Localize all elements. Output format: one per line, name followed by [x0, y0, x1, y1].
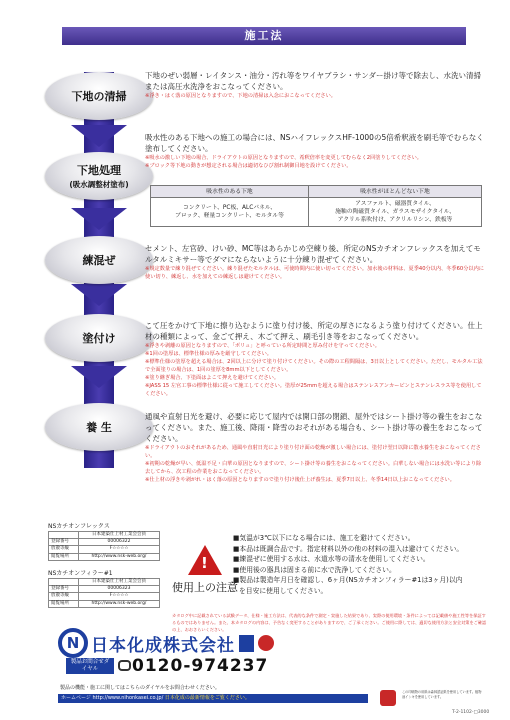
caution-item: ■使用後の器具は固まる前に水で洗浄してください。 [233, 565, 396, 574]
step-note: ※ブロック等下地の動きが想定される場合は適切なひび割れ制御目地を設けてください。 [145, 163, 352, 169]
homepage-link[interactable]: http://www.nihonkasei.co.jp/ [92, 695, 164, 701]
company-name: 日本化成株式会社 [91, 635, 235, 656]
step-label: 練混ぜ [82, 254, 116, 267]
step-description [145, 411, 485, 484]
step-label: 下地の清掃 [71, 90, 127, 103]
table-header: 吸水性がほとんどない下地 [308, 186, 481, 198]
step-note: ※1回の塗厚は、標準仕様の厚みを厳守してください。 [145, 351, 272, 357]
caution-item: ■練混ぜに使用する水は、水道水等の清水を使用してください。 [233, 555, 430, 563]
contact-note: 製品の機能・施工に関してはこちらのダイヤルをお問合わせください。 [60, 685, 220, 691]
step-note: ※標準仕様の塗厚を超える場合は、2回以上に分けて塗り付けてください。その際の工程間隔は、3日以上としてください。ただし、モルタル工法で全面塗りの場合は、1回の塗厚を8mm以下としてください。 [145, 359, 483, 373]
recycle-mark-icon [380, 690, 396, 706]
reg-value: 日本建築仕上材工業会会員 [79, 579, 160, 586]
publication-code: T-2-1102-□3000 [452, 710, 490, 715]
reg-key [49, 579, 79, 586]
company-header [58, 628, 274, 658]
step-description [145, 320, 485, 398]
product-title: NSカチオンフィラー#1 [48, 570, 113, 577]
reg-value: 00006323 [79, 586, 160, 593]
reg-value: F☆☆☆☆ [79, 546, 160, 553]
step-note: ※初期の乾燥が早い、低温不足・白華の原因となりますので、シート掛け等の養生をおこなってください。白華しない場合には水洗い等により除去してから、次工程の作業をおこなってください。 [145, 461, 482, 475]
reg-value: 日本建築仕上材工業会会員 [79, 532, 160, 539]
caution-item: ■製品は製造年月日を確認し、6ヶ月(NSカチオンフィラー#1は3ヶ月)以内 [233, 576, 463, 584]
disclaimer: カタログ中に記載されている試験データ、仕様・施工方法は、代表的な条件で測定・実施した結果であり、実際の使用環境・条件によっては記載値や施工性等を保証するものではありません。また、本カタログの内容は、予告なく変更することがありますので、ご了承ください。ご使用に際しては、適切な使用方法と安全対策をご確認の上、おおさらいください。 [172, 613, 487, 632]
paper-notice: この印刷物の用紙は森林認証紙を使用しています。植物油インキを使用しています。 [402, 690, 482, 699]
caution-list [233, 533, 485, 596]
arrow-down-icon [71, 284, 127, 306]
step-text: こて圧をかけて下地に擦り込むように塗り付け後、所定の厚さになるよう塗り付けてください。仕上材の種類によって、金ごて押え、木ごて押え、刷毛引き等をおこなってください。 [145, 321, 483, 341]
substrate-table [150, 185, 482, 227]
reg-value: F☆☆☆☆ [79, 593, 160, 600]
product-registration [48, 521, 160, 561]
step-note: ※塗り継ぎ場合、下塗面はよこて押えを避けてください。 [145, 375, 280, 381]
step-label: 養 生 [86, 421, 112, 434]
page-title: 施工法 [62, 27, 466, 45]
registration-table [48, 578, 160, 608]
registration-table [48, 531, 160, 561]
step-note: ※ドライアウトのおそれがあるため、通風や直射日光により塗り付け面の乾燥が激しい場合には、塗付け翌日以降に散水養生をおこなってください。 [145, 445, 481, 459]
reg-key: 放散等級 [49, 593, 79, 600]
step-note: ※浮きや剥離の原因となりますので、「ボリュ」と呼っている所定時間と厚み付けを守ってください。 [145, 343, 380, 349]
step-text: セメント、左官砂、けい砂、MC等はあらかじめ空練り後、所定のNSカチオンフレックスを加えてモルタルミキサー等でダマにならないように十分練り混ぜてください。 [145, 244, 481, 264]
cell-line: アクリル系吹付け、アクリルリシン、鉄板等 [337, 217, 453, 223]
caution-item: を目安に使用してください。 [239, 586, 328, 595]
reg-key: 閲覧場所 [49, 600, 79, 607]
step-note: ※仕上材の浮きや剥がれ・はく落の原因となりますので塗り付け後仕上げ養生は、夏季7日以上、冬季14日以上おこなってください。 [145, 477, 455, 483]
step-cleaning [45, 72, 153, 120]
reg-key: 閲覧場所 [49, 553, 79, 560]
step-curing [45, 403, 153, 451]
free-dial-icon [118, 660, 131, 671]
company-logo-icon: N [58, 628, 88, 658]
step-note: ※吸水の激しい下地の場合、ドライアウトの原因となりますので、希釈倍率を変更してむらなく2回塗りしてください。 [145, 155, 422, 161]
homepage-bar [58, 694, 368, 703]
caution-item: ■本品は既調合品です。指定材料以外の他の材料の混入は避けてください。 [233, 544, 464, 553]
step-note: ※浮き・はく落の原因となりますので、下地の清掃は入念におこなってください。 [145, 93, 336, 99]
step-text: 吸水性のある下地への施工の場合には、NSハイフレックスHF-1000の5倍希釈液を刷毛等でむらなく塗布してください。 [145, 133, 484, 153]
table-header: 吸水性のある下地 [151, 186, 309, 198]
step-mixing [45, 236, 153, 284]
product-title: NSカチオンフレックス [48, 523, 110, 530]
arrow-down-icon [71, 125, 127, 147]
cell-line: アスファルト、磁器質タイル、 [355, 201, 435, 207]
phone-contact [66, 656, 268, 676]
reg-key: 登録番号 [49, 586, 79, 593]
cell-line: 施釉の陶磁質タイル、ガラスモザイクタイル、 [335, 209, 455, 215]
arrow-down-icon [71, 366, 127, 388]
table-cell [151, 198, 309, 227]
step-note: ※規定数量で練り混ぜてください。練り混ぜたモルタルは、可使時間内に使い切ってください。加水後の材料は、夏季40分以内、冬季60分以内に使い切り、練返し、水を加えての練返しは避けてください。 [145, 266, 484, 280]
step-description [145, 70, 485, 100]
reg-value: http://www.nsk-web.org/ [79, 553, 160, 560]
step-label: 塗付け [82, 332, 116, 345]
step-application [45, 314, 153, 362]
homepage-label: ホームページ [61, 695, 91, 701]
caution-item: ■気温が3℃以下になる場合には、施工を避けてください。 [233, 534, 415, 542]
certification-mark-icon [239, 635, 254, 652]
step-text: 下地のぜい弱層・レイタンス・油分・汚れ等をワイヤブラシ・サンダー掛け等で除去し、水洗い清掃または高圧水洗浄をおこなってください。 [145, 71, 481, 91]
product-registration [48, 568, 160, 608]
phone-number[interactable]: 0120-974237 [132, 656, 269, 676]
reg-key: 登録番号 [49, 539, 79, 546]
reg-value: 00006322 [79, 539, 160, 546]
step-note: ※JASS 15 左官工事の標準仕様に従って施工してください。塗厚が25mmを超える場合はステンレスアンカーピンとステンレスラス等を使用してください。 [145, 383, 482, 397]
step-description [145, 243, 485, 281]
step-text: 通風や直射日光を避け、必要に応じて屋内では開口部の閉鎖、屋外ではシート掛け等の養生をおこなってください。また、施工後、降雨・降雪のおそれがある場合も、シート掛け等の養生をおこなってください。 [145, 412, 483, 443]
homepage-desc: 日本化成の最新情報をご覧ください。 [164, 695, 250, 701]
dial-label: 製品お問合せダイヤル [66, 658, 114, 674]
reg-value: http://www.nsk-web.org/ [79, 600, 160, 607]
step-base-treatment [45, 152, 153, 200]
arrow-down-icon [71, 208, 127, 230]
warning-icon: ! [188, 545, 222, 575]
certification-seal-icon [258, 635, 274, 651]
step-sublabel: (吸水調整材塗布) [69, 180, 129, 189]
step-description [145, 132, 485, 170]
table-cell [308, 198, 481, 227]
reg-key: 放散等級 [49, 546, 79, 553]
cell-line: ブロック、軽量コンクリート、モルタル等 [175, 213, 284, 219]
caution-title: 使用上の注意 [172, 581, 238, 594]
step-label: 下地処理 [77, 164, 121, 177]
reg-key [49, 532, 79, 539]
cell-line: コンクリート、PC板、ALCパネル、 [182, 205, 277, 211]
